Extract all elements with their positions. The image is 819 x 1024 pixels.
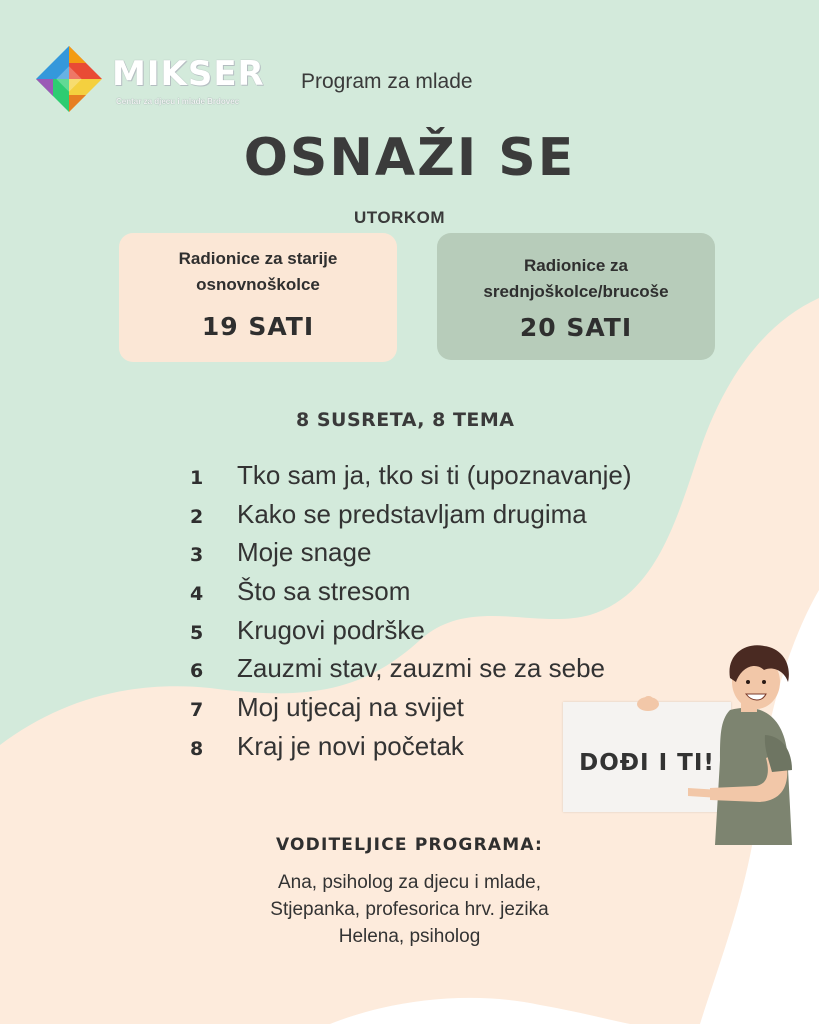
topic-number: 8 bbox=[190, 737, 204, 760]
program-label: Program za mlade bbox=[301, 70, 473, 93]
leader-line: Ana, psiholog za djecu i mlade, bbox=[278, 872, 541, 893]
topic-item bbox=[190, 499, 632, 538]
workshop-label: Radionice za srednjoškolce/brucoše bbox=[483, 256, 669, 301]
topic-item bbox=[190, 576, 632, 615]
topic-number: 3 bbox=[190, 544, 204, 567]
topic-text: Zauzmi stav, zauzmi se za sebe bbox=[237, 653, 605, 684]
leaders-heading: VODITELJICE PROGRAMA: bbox=[275, 835, 544, 855]
topic-number: 4 bbox=[190, 583, 204, 606]
workshop-label: Radionice za starije osnovnoškolce bbox=[178, 249, 338, 294]
topic-number: 1 bbox=[190, 467, 204, 489]
page-title: OSNAŽI SE bbox=[243, 128, 576, 188]
mikser-logo-icon bbox=[34, 44, 104, 114]
topic-item bbox=[190, 460, 632, 499]
meetings-heading: 8 SUSRETA, 8 TEMA bbox=[296, 409, 515, 431]
day-label: UTORKOM bbox=[354, 208, 446, 227]
topic-number: 2 bbox=[190, 505, 204, 528]
person-illustration bbox=[560, 640, 819, 850]
topic-text: Tko sam ja, tko si ti (upoznavanje) bbox=[237, 460, 632, 490]
sign-text: DOĐI I TI! bbox=[579, 750, 715, 776]
logo-wordmark: MIKSER bbox=[112, 54, 265, 94]
leader-line: Stjepanka, profesorica hrv. jezika bbox=[270, 899, 549, 920]
logo-subtitle: Centar za djecu i mlade Brdovec bbox=[116, 97, 240, 106]
topic-number: 5 bbox=[190, 621, 204, 644]
workshop-time: 20 SATI bbox=[519, 313, 633, 342]
workshop-card-secondary bbox=[437, 233, 715, 360]
topic-number: 6 bbox=[190, 660, 204, 683]
topic-text: Moje snage bbox=[237, 537, 372, 568]
topic-text: Što sa stresom bbox=[237, 576, 411, 607]
workshop-card-primary bbox=[119, 233, 397, 362]
topic-item bbox=[190, 537, 632, 576]
topic-number: 7 bbox=[190, 699, 204, 722]
topic-text: Kraj je novi početak bbox=[237, 730, 464, 761]
workshop-time: 19 SATI bbox=[201, 312, 315, 341]
topic-text: Krugovi podrške bbox=[237, 614, 425, 645]
leader-line: Helena, psiholog bbox=[338, 926, 481, 947]
topic-text: Moj utjecaj na svijet bbox=[237, 692, 464, 723]
topic-text: Kako se predstavljam drugima bbox=[237, 498, 587, 529]
